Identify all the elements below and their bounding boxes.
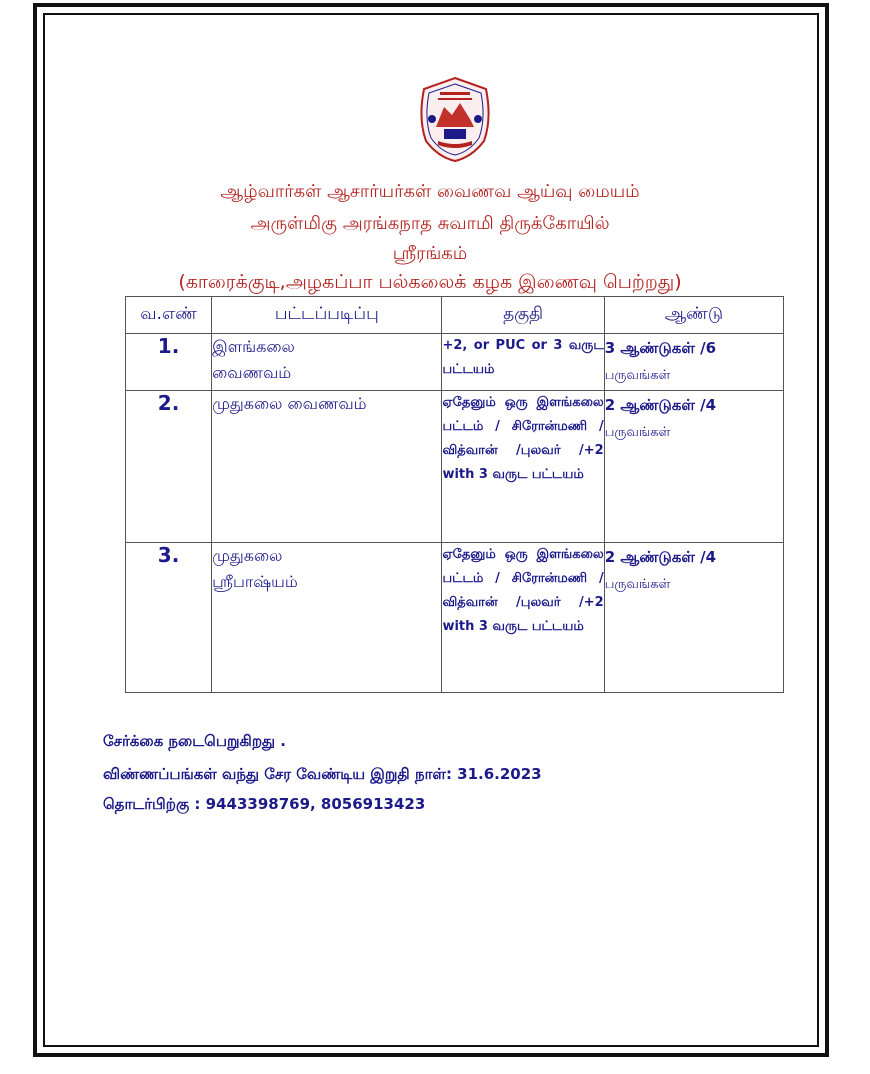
duration-semesters: பருவங்கள்: [604, 425, 671, 440]
row-serial: 2.: [126, 391, 212, 543]
row-qualification: ஏதேனும் ஒரு இளங்கலை பட்டம் / சிரோன்மணி / வித்வான் /புலவர் /+2 with 3 வருட பட்டயம்: [442, 543, 604, 693]
row-course: [212, 543, 442, 693]
temple-name: அருள்மிகு அரங்கநாத சுவாமி திருக்கோயில்: [250, 213, 610, 234]
application-deadline: விண்ணப்பங்கள் வந்து சேர வேண்டிய இறுதி நாள்: 31.6.2023: [103, 765, 542, 783]
header-duration: ஆண்டு: [604, 297, 783, 334]
course-line: முதுகலை: [212, 546, 283, 565]
table-row: [126, 543, 784, 693]
affiliation-note: (காரைக்குடி,அழகப்பா பல்கலைக் கழக இணைவு பெற்றது): [178, 271, 682, 293]
row-serial: 1.: [126, 334, 212, 391]
header-serial: வ.எண்: [126, 297, 212, 334]
duration-semesters: பருவங்கள்: [604, 368, 671, 383]
table-row: [126, 391, 784, 543]
row-course: [212, 391, 442, 543]
course-line: முதுகலை வைணவம்: [212, 394, 367, 413]
course-line: வைணவம்: [212, 363, 292, 382]
institute-name: ஆழ்வார்கள் ஆசார்யர்கள் வைணவ ஆய்வு மையம்: [220, 181, 640, 202]
location-name: ஸ்ரீரங்கம்: [392, 243, 468, 264]
contact-numbers: தொடர்பிற்கு : 9443398769, 8056913423: [103, 795, 426, 813]
row-course: [212, 334, 442, 391]
course-line: இளங்கலை: [212, 337, 295, 356]
course-line: ஸ்ரீபாஷ்யம்: [212, 572, 298, 591]
header-qualification: தகுதி: [442, 297, 604, 334]
row-qualification: +2, or PUC or 3 வருட பட்டயம்: [442, 334, 604, 391]
duration-years: 3 ஆண்டுகள் /6: [604, 339, 717, 357]
admission-notice: சேர்க்கை நடைபெறுகிறது .: [103, 732, 286, 750]
table-row: [126, 334, 784, 391]
duration-years: 2 ஆண்டுகள் /4: [604, 548, 717, 566]
duration-semesters: பருவங்கள்: [604, 577, 671, 592]
course-table: [125, 296, 784, 693]
row-qualification: ஏதேனும் ஒரு இளங்கலை பட்டம் / சிரோன்மணி / வித்வான் /புலவர் /+2 with 3 வருட பட்டயம்: [442, 391, 604, 543]
row-duration: [604, 334, 783, 391]
row-duration: [604, 543, 783, 693]
temple-seal-icon: [414, 75, 496, 163]
row-duration: [604, 391, 783, 543]
row-serial: 3.: [126, 543, 212, 693]
header-course: பட்டப்படிப்பு: [212, 297, 442, 334]
duration-years: 2 ஆண்டுகள் /4: [604, 396, 717, 414]
table-header-row: [126, 297, 784, 334]
